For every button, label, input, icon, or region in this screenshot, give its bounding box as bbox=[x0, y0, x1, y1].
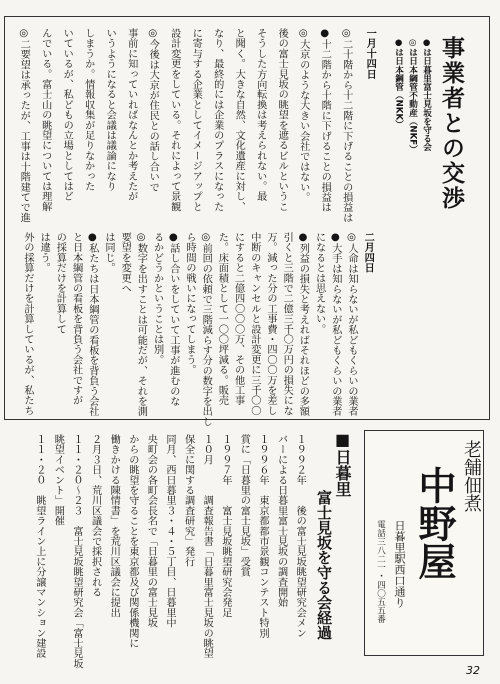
article-column: と日本綱管の看板を背負う会社ですが bbox=[70, 232, 82, 406]
article-column: 万。減った分の工事費・四〇〇万を差し bbox=[265, 232, 276, 416]
history-entry: 同月、西日暮里３・４・５丁目、日暮里中 bbox=[164, 434, 175, 628]
article-column: いうようになると会議は議論になり bbox=[104, 28, 116, 192]
article-column: ●十二階から十階に下げることの損益は bbox=[319, 28, 331, 213]
ad-phone: 電話三八二一・四〇五五番 bbox=[375, 520, 386, 624]
page-number: 32 bbox=[466, 664, 480, 677]
article-column: ●列益の損失と考えればそれほどの多額 bbox=[297, 232, 309, 417]
org-legend-3: ●は日本鋼管（NKK） bbox=[393, 38, 404, 129]
history-entry: 央町会の各町会長名で「日暮里の富士見坂 bbox=[145, 434, 157, 628]
article-column: ●大手は知らないが私どもくらいの業者 bbox=[329, 232, 341, 417]
article-column: は違う。 bbox=[38, 232, 50, 273]
history-entry: １１・２０〜２３ 富士見坂眺望研究会「富士見坂 bbox=[71, 434, 82, 669]
history-entry: 賞に「日暮里の富士見坂」受賞 bbox=[238, 434, 250, 577]
article-title: 事業者との交渉 bbox=[438, 36, 465, 211]
lower-subtitle: 富士見坂を守る会経過 bbox=[315, 490, 333, 640]
history-entry: １９９６年 東京都都市景観コンテスト特別 bbox=[257, 434, 268, 638]
article-column: ◎今後は大京が住民との話し合いで bbox=[147, 28, 159, 192]
article-column: 事前に知っていればなんとか考えたが bbox=[125, 28, 137, 202]
article-column: の採算だけを計算して bbox=[54, 232, 66, 334]
article-column: 引くと三階で二億三千〇万円の損失にな bbox=[281, 232, 293, 416]
org-legend-2: ◎は日本綱管不動産（NKF） bbox=[407, 38, 418, 154]
article-column: と聞く。大きな自然、文化遺産に対し、 bbox=[233, 28, 245, 212]
article-column: 要望を変更へ bbox=[119, 232, 131, 294]
org-legend-1: ●は日暮里富士見坂を守る会 bbox=[421, 38, 432, 152]
article-column: ●話し合いをしていて工事が進むのな bbox=[167, 232, 179, 407]
history-entry: からの眺望を守ることを東京都及び関係機関に bbox=[126, 434, 138, 649]
article-column: ◎人命は知らないが私どもくらいの業者 bbox=[346, 232, 357, 417]
article-column: ◎前回の依頼で三階減らす分の数字を出し bbox=[200, 232, 212, 427]
article-column: しまうか。情報収集が足りなかった bbox=[82, 28, 94, 192]
lower-title: ■日暮里 bbox=[333, 430, 352, 497]
article-column: ◎二要望は承ったが、工事は十階建てで進 bbox=[18, 28, 30, 223]
article-column: ◎大京のような大きい会社ではない。 bbox=[297, 28, 309, 203]
article-column: 後の富士見坂の眺望を遮るビルというこ bbox=[276, 28, 288, 212]
history-entry: １９９２年 後の富士見坂眺望研究会メン bbox=[294, 434, 306, 638]
history-entry: １１・２０ 眺望ライン上に分譲マンション建設 bbox=[33, 434, 45, 659]
history-entry: バーによる日暮里富士見坂の調査開始 bbox=[275, 434, 287, 608]
history-entry: 働きかける陳情書」を荒川区議会に提出 bbox=[108, 434, 120, 618]
article-column: ●私たちは日本綱管の看板を背負う会社 bbox=[86, 232, 98, 417]
date-heading-1: 一月十四日 bbox=[364, 28, 376, 79]
ad-shop-name: 中野屋 bbox=[412, 466, 457, 580]
date-heading-2: 二月四日 bbox=[362, 232, 374, 273]
article-column: 設計変更をしている。それによって景観 bbox=[168, 28, 180, 212]
article-column: た。床面積として一〇〇坪減る。販売 bbox=[216, 232, 228, 406]
history-entry: 眺望イベント」開催 bbox=[52, 434, 64, 526]
article-column: は同じ。 bbox=[103, 232, 114, 273]
article-column: にすると二億四〇〇〇万、その他工事 bbox=[232, 232, 244, 406]
ad-top-text: 老舗佃煮 bbox=[461, 440, 482, 512]
article-column: るかどうかということは別。 bbox=[151, 232, 163, 365]
article-column: に寄与する企業としてイメージアップと bbox=[190, 28, 202, 212]
article-column: そうした方向転換は考えられない。最 bbox=[254, 28, 266, 202]
history-entry: １０月 調査報告書「日暮里富士見坂の眺望 bbox=[201, 434, 213, 659]
article-column: ◎数字を出すことは可能だが、それを測 bbox=[135, 232, 147, 417]
article-column: んでいる。富士山の眺望については理解 bbox=[39, 28, 51, 212]
article-column: なり、最終的には企業のプラスになった bbox=[211, 28, 223, 212]
history-entry: ２月３日、荒川区議会で採択される bbox=[89, 434, 101, 598]
article-column: ◎二十階から十二階に下げることの損益は bbox=[340, 28, 352, 223]
history-entry: １９９７年 富士見坂眺望研究会発足 bbox=[219, 434, 231, 618]
article-column: 中断のキャンセルと設計変更に三千〇〇 bbox=[248, 232, 260, 416]
article-column: になるとは思えない。 bbox=[313, 232, 325, 334]
article-column: 外の採算だけを計算しているが、私たち bbox=[22, 232, 33, 416]
article-column: いているが、私どもの立場としてはど bbox=[61, 28, 73, 202]
ad-address: 日暮里駅西口通り bbox=[393, 520, 406, 608]
article-column: ら時間の戦いになってしまう。 bbox=[184, 232, 195, 375]
history-entry: 保全に関する調査研究」発行 bbox=[182, 434, 194, 567]
